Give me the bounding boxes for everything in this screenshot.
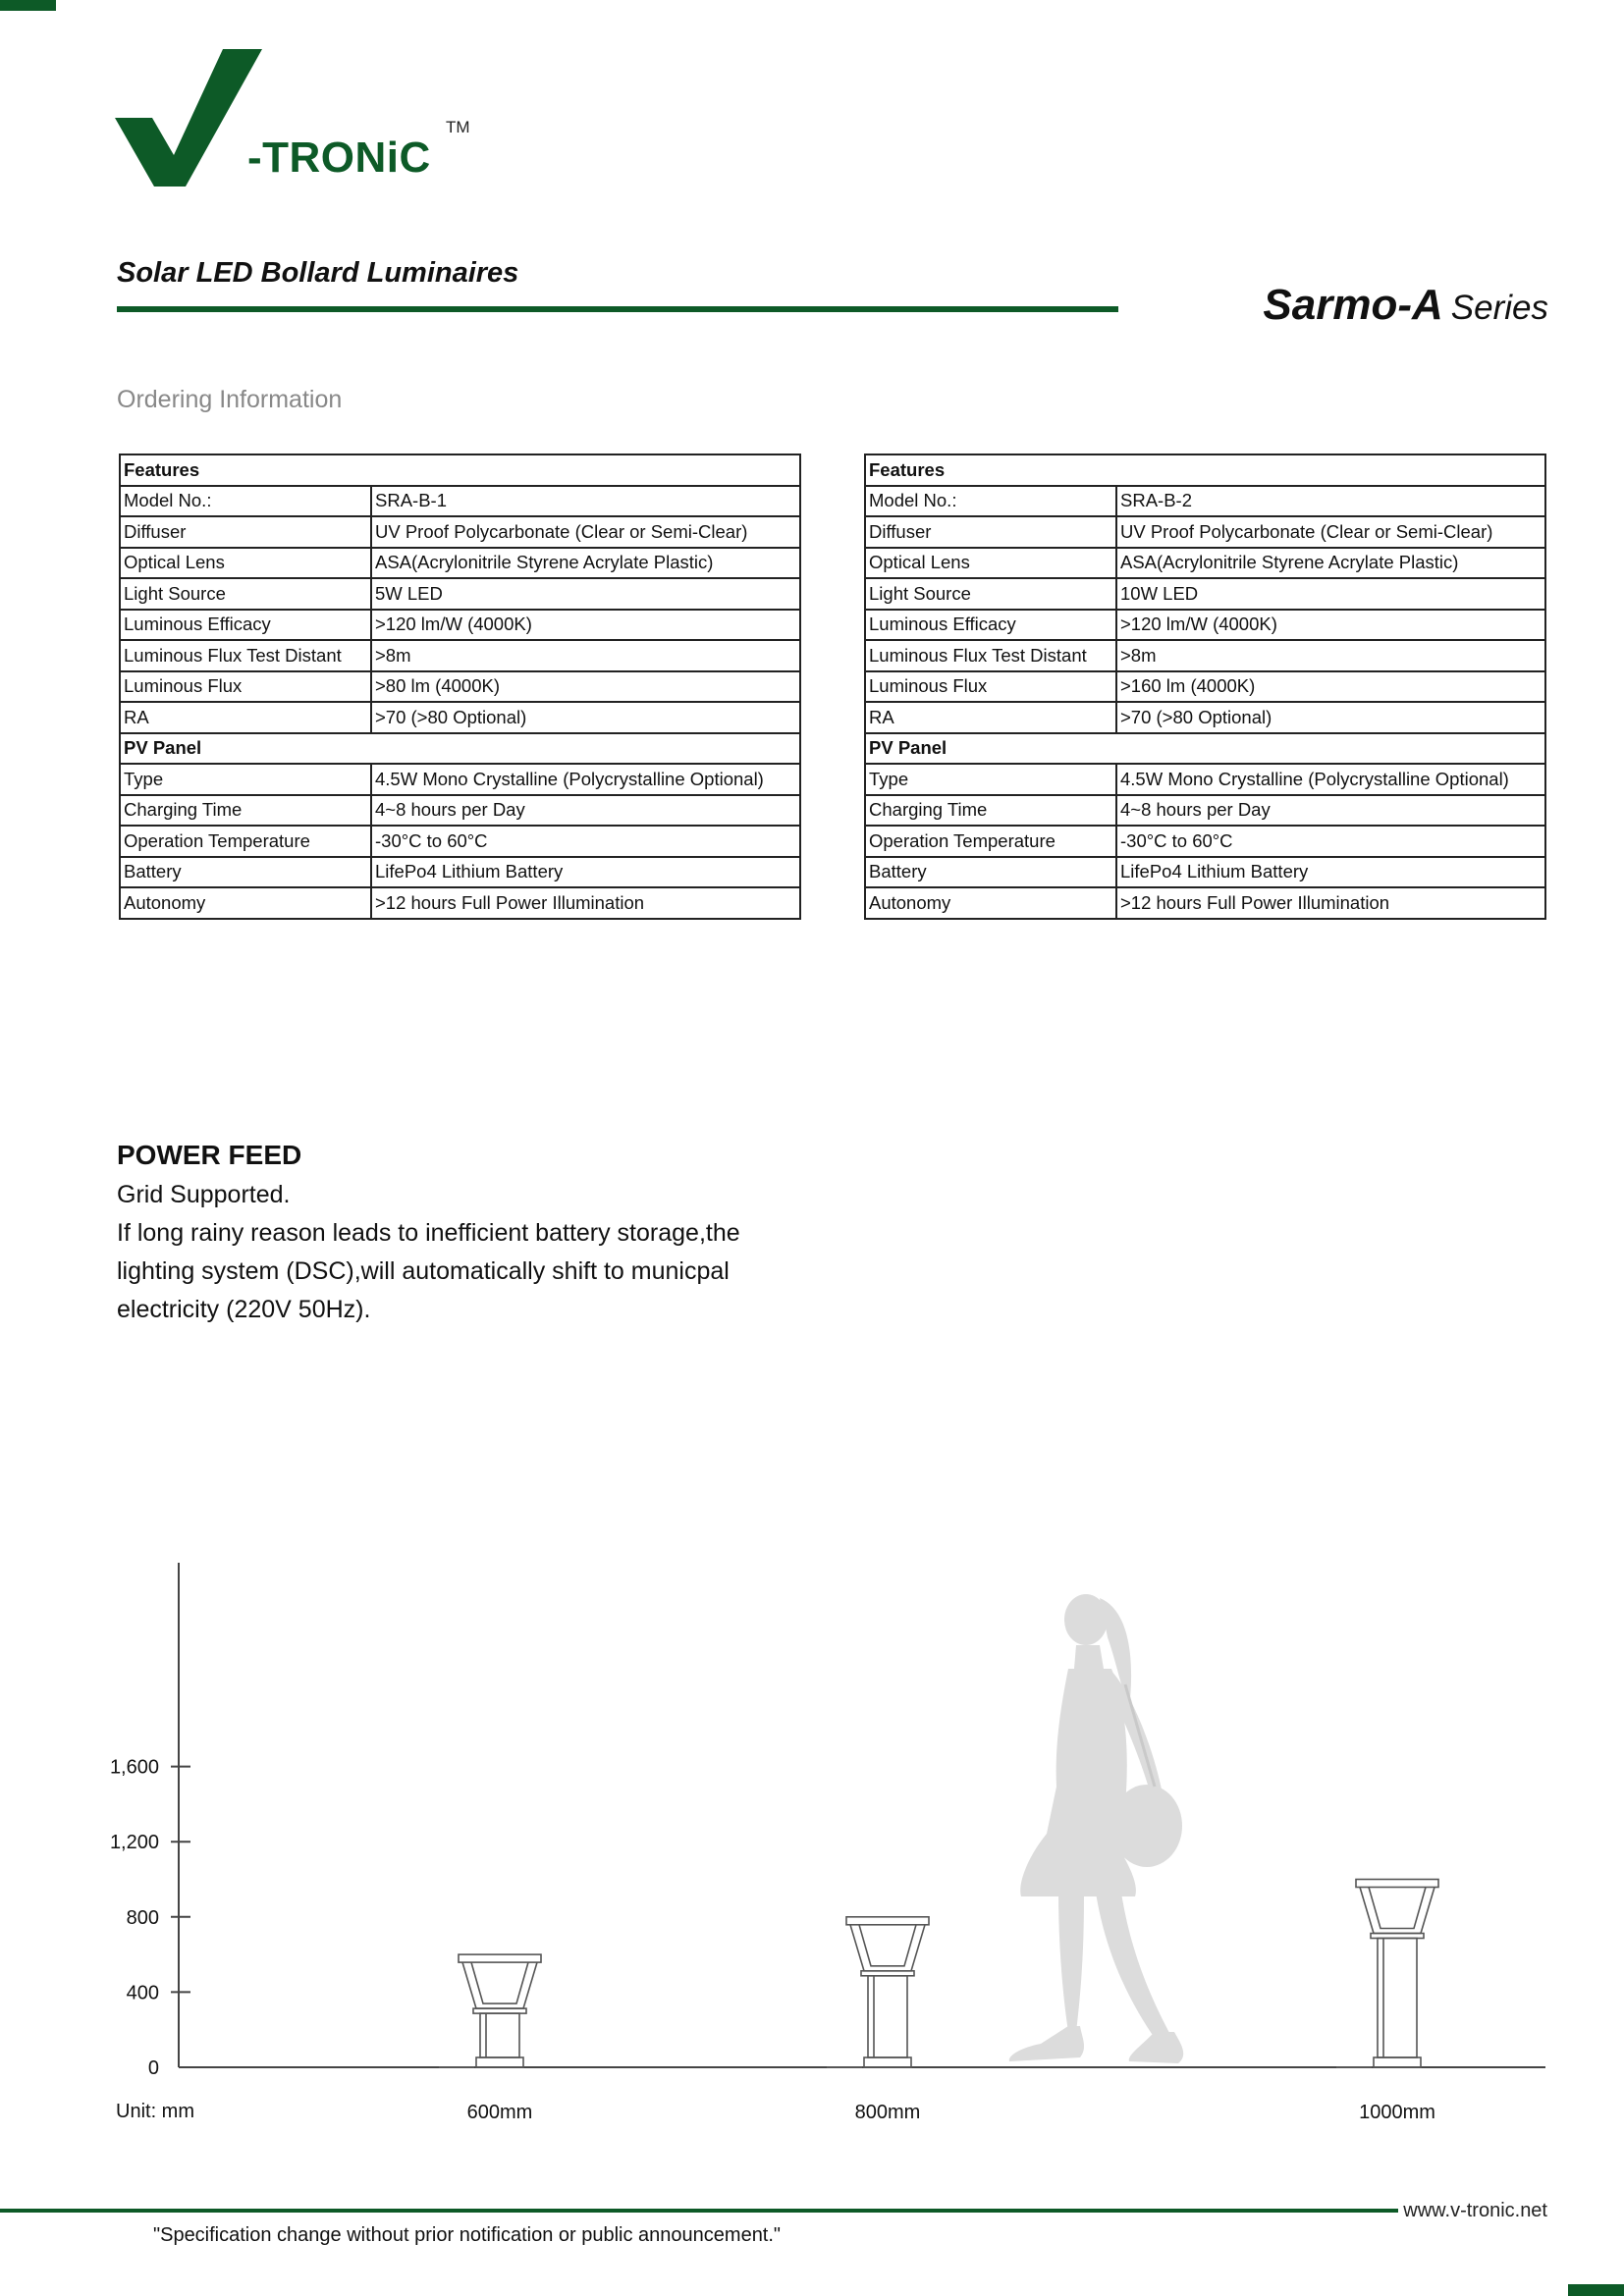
pedestrian-silhouette	[1009, 1594, 1183, 2063]
spec-label: Type	[120, 764, 371, 795]
chart-unit-label: Unit: mm	[116, 2101, 194, 2122]
y-tick-label: 400	[126, 1982, 159, 2004]
chart-axes	[179, 1563, 1545, 2067]
spec-label: Light Source	[865, 578, 1116, 610]
spec-value: >120 lm/W (4000K)	[371, 610, 800, 641]
bollard-bar	[827, 1917, 929, 2067]
section-title: Ordering Information	[117, 386, 343, 413]
spec-label: Luminous Efficacy	[120, 610, 371, 641]
power-feed-line: electricity (220V 50Hz).	[117, 1296, 371, 1323]
spec-label: Light Source	[120, 578, 371, 610]
spec-value: >12 hours Full Power Illumination	[1116, 887, 1545, 919]
footer-disclaimer: "Specification change without prior notification or public announcement."	[153, 2224, 782, 2246]
spec-label: Luminous Flux Test Distant	[865, 640, 1116, 671]
x-category-label: 1000mm	[1359, 2102, 1435, 2123]
table-group-header: PV Panel	[865, 733, 1545, 765]
spec-value: LifePo4 Lithium Battery	[371, 857, 800, 888]
power-feed-line: If long rainy reason leads to inefficient battery storage,the	[117, 1219, 740, 1247]
spec-value: >160 lm (4000K)	[1116, 671, 1545, 703]
spec-label: Luminous Flux Test Distant	[120, 640, 371, 671]
spec-label: Luminous Flux	[120, 671, 371, 703]
spec-label: Optical Lens	[120, 548, 371, 579]
spec-label: Battery	[120, 857, 371, 888]
spec-label: RA	[865, 702, 1116, 733]
spec-label: Autonomy	[120, 887, 371, 919]
spec-label: Battery	[865, 857, 1116, 888]
spec-label: Luminous Flux	[865, 671, 1116, 703]
table-group-header: PV Panel	[120, 733, 800, 765]
spec-value: 4.5W Mono Crystalline (Polycrystalline Optional)	[1116, 764, 1545, 795]
spec-label: Autonomy	[865, 887, 1116, 919]
x-label-group	[467, 2102, 1435, 2123]
spec-value: 4~8 hours per Day	[1116, 795, 1545, 827]
power-feed-line: Grid Supported.	[117, 1181, 291, 1208]
y-tick-label: 1,600	[109, 1756, 159, 1779]
spec-value: SRA-B-1	[371, 486, 800, 517]
spec-label: Operation Temperature	[865, 826, 1116, 857]
spec-label: Diffuser	[120, 516, 371, 548]
y-tick-label: 1,200	[109, 1832, 159, 1854]
spec-value: -30°C to 60°C	[371, 826, 800, 857]
footer-website-link[interactable]: www.v-tronic.net	[1403, 2200, 1547, 2221]
spec-label: Operation Temperature	[120, 826, 371, 857]
spec-label: RA	[120, 702, 371, 733]
document-subtitle: Solar LED Bollard Luminaires	[117, 257, 519, 289]
y-tick-label: 0	[147, 2057, 159, 2079]
spec-label: Charging Time	[120, 795, 371, 827]
power-feed-line: lighting system (DSC),will automatically shift to municpal	[117, 1257, 730, 1285]
spec-value: 10W LED	[1116, 578, 1545, 610]
spec-label: Diffuser	[865, 516, 1116, 548]
bollard-bar	[439, 1954, 541, 2067]
spec-label: Optical Lens	[865, 548, 1116, 579]
spec-label: Luminous Efficacy	[865, 610, 1116, 641]
spec-value: ASA(Acrylonitrile Styrene Acrylate Plastic)	[1116, 548, 1545, 579]
spec-value: LifePo4 Lithium Battery	[1116, 857, 1545, 888]
spec-value: >120 lm/W (4000K)	[1116, 610, 1545, 641]
x-category-label: 600mm	[466, 2102, 533, 2123]
footer-divider	[0, 2209, 1398, 2213]
power-feed-title: POWER FEED	[117, 1140, 302, 1170]
spec-value: >12 hours Full Power Illumination	[371, 887, 800, 919]
spec-value: >80 lm (4000K)	[371, 671, 800, 703]
y-tick-label: 800	[126, 1906, 159, 1929]
corner-accent-bottom	[1568, 2284, 1624, 2296]
spec-value: 4.5W Mono Crystalline (Polycrystalline Optional)	[371, 764, 800, 795]
spec-value: 4~8 hours per Day	[371, 795, 800, 827]
spec-value: >70 (>80 Optional)	[1116, 702, 1545, 733]
series-name: Sarmo-A	[1263, 281, 1443, 329]
spec-value: -30°C to 60°C	[1116, 826, 1545, 857]
spec-value: UV Proof Polycarbonate (Clear or Semi-Clear)	[1116, 516, 1545, 548]
table-group-header: Features	[120, 454, 800, 486]
x-category-label: 800mm	[854, 2102, 921, 2123]
spec-value: >70 (>80 Optional)	[371, 702, 800, 733]
spec-value: 5W LED	[371, 578, 800, 610]
logo-wordmark: -TRONiC	[247, 133, 431, 182]
bollard-bar	[1336, 1880, 1438, 2068]
bollard-group	[439, 1880, 1438, 2068]
spec-label: Model No.:	[865, 486, 1116, 517]
spec-value: >8m	[1116, 640, 1545, 671]
spec-value: ASA(Acrylonitrile Styrene Acrylate Plastic)	[371, 548, 800, 579]
spec-value: >8m	[371, 640, 800, 671]
trademark-mark: TM	[446, 118, 470, 136]
spec-label: Model No.:	[120, 486, 371, 517]
table-group-header: Features	[865, 454, 1545, 486]
series-word: Series	[1450, 289, 1548, 327]
spec-value: UV Proof Polycarbonate (Clear or Semi-Clear)	[371, 516, 800, 548]
spec-value: SRA-B-2	[1116, 486, 1545, 517]
spec-label: Type	[865, 764, 1116, 795]
spec-label: Charging Time	[865, 795, 1116, 827]
